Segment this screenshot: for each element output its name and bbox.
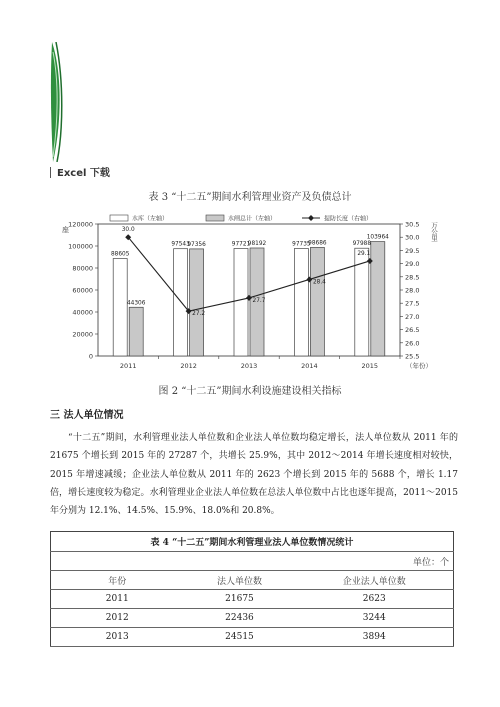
bar-sluice — [371, 242, 385, 356]
bar-data-label: 97543 — [171, 241, 190, 248]
legend-marker — [308, 215, 314, 221]
table-row — [51, 590, 454, 609]
table4-header-enterprise: 企业法人单位数 — [295, 571, 453, 590]
x-axis-unit: （年份） — [406, 362, 432, 370]
table-cell: 22436 — [183, 609, 295, 628]
x-tick-label: 2015 — [361, 362, 379, 370]
table-cell: 2012 — [51, 609, 184, 628]
legend-label: 水闸总计（左轴） — [228, 215, 277, 223]
left-axis-label: 座 — [62, 226, 69, 234]
bar-reservoir — [234, 249, 248, 356]
x-tick-label: 2013 — [240, 362, 258, 370]
left-tick-label: 100000 — [68, 242, 93, 251]
legend-swatch — [206, 215, 224, 221]
right-tick-label: 27.0 — [405, 312, 420, 321]
table3-title: 表 3 “十二五”期间水利管理业资产及负债总计 — [148, 192, 352, 203]
table-cell: 2013 — [51, 628, 184, 647]
legend-label: 水库（左轴） — [132, 215, 169, 223]
bar-data-label: 97988 — [352, 241, 372, 248]
table-cell: 21675 — [183, 590, 295, 609]
left-tick-label: 20000 — [72, 330, 93, 339]
green-leaf-decoration — [50, 42, 64, 162]
right-tick-label: 26.0 — [405, 339, 420, 348]
table4-header-year: 年份 — [51, 571, 184, 590]
line-data-label: 27.7 — [252, 297, 266, 304]
bar-reservoir — [294, 248, 308, 356]
right-tick-label: 29.5 — [405, 246, 420, 255]
bar-data-label: 97356 — [187, 241, 206, 248]
table-row — [51, 609, 454, 628]
table-cell: 2623 — [295, 590, 453, 609]
x-tick-label: 2011 — [119, 362, 137, 370]
bar-sluice — [190, 249, 204, 356]
left-tick-label: 40000 — [72, 308, 93, 317]
table-cell: 3244 — [295, 609, 453, 628]
x-tick-label: 2014 — [301, 362, 318, 370]
bar-data-label: 98686 — [308, 240, 327, 247]
table-cell: 24515 — [183, 628, 295, 647]
bar-sluice — [129, 307, 143, 356]
bar-reservoir — [113, 259, 127, 356]
table4 — [50, 531, 454, 647]
table-row — [51, 628, 454, 647]
right-tick-label: 30.0 — [405, 233, 420, 242]
bar-data-label: 103964 — [366, 234, 389, 241]
line-data-label: 28.4 — [312, 279, 326, 286]
bar-data-label: 97721 — [231, 241, 251, 248]
line-data-label: 27.2 — [192, 311, 206, 318]
right-tick-label: 30.5 — [405, 220, 420, 229]
bar-data-label: 44306 — [126, 300, 146, 307]
body-paragraph: “十二五”期间，水利管理业法人单位数和企业法人单位数均稳定增长，法人单位数从 2011 年的 21675 个增长到 2015 年的 27287 个，共增长 25.9%，其中 2012～2014 年增长速度相对较快，2015 年增速减缓；企业法人单位数从 2011 年的 2623 个增长到 2015 年的 5688 个，增长 1.17 倍，增长速度较为稳定。水利管理业企业法人单位数在总法人单位数中占比也逐年提高，2011～2015 年分别为 12.1%、14.5%、15.9%、18.0%和 20.8%。 — [50, 433, 458, 517]
right-axis-label: 万公里 — [430, 222, 438, 242]
line-data-label: 30.0 — [121, 227, 135, 234]
table4-unit: 单位：个 — [51, 552, 454, 571]
bar-reservoir — [174, 249, 188, 356]
left-tick-label: 120000 — [68, 220, 93, 229]
right-tick-label: 28.0 — [405, 286, 420, 295]
facilities-chart — [54, 212, 444, 377]
x-tick-label: 2012 — [180, 362, 197, 370]
bar-sluice — [310, 247, 324, 356]
table4-caption: 表 4 “十二五”期间水利管理业法人单位数情况统计 — [51, 532, 454, 552]
right-tick-label: 29.0 — [405, 260, 420, 269]
right-tick-label: 26.5 — [405, 326, 420, 335]
left-tick-label: 0 — [88, 352, 93, 361]
left-tick-label: 80000 — [72, 264, 93, 273]
legend-label: 提防长度（右轴） — [324, 215, 373, 223]
excel-download-label: Excel 下载 — [57, 168, 110, 179]
figure2-caption: 图 2 “十二五”期间水利设施建设相关指标 — [158, 386, 342, 397]
table-cell: 2011 — [51, 590, 184, 609]
bar-data-label: 97735 — [292, 241, 311, 248]
legend-swatch — [110, 215, 128, 221]
right-tick-label: 28.5 — [405, 273, 420, 282]
bar-data-label: 98192 — [247, 240, 267, 247]
table-cell: 3894 — [295, 628, 453, 647]
section-title: 三 法人单位情况 — [50, 410, 124, 421]
right-tick-label: 27.5 — [405, 299, 420, 308]
line-data-label: 29.1 — [357, 250, 371, 257]
table4-header-units: 法人单位数 — [183, 571, 295, 590]
excel-download-link[interactable] — [50, 164, 110, 179]
link-divider — [50, 167, 51, 178]
bar-data-label: 88605 — [110, 251, 130, 258]
left-tick-label: 60000 — [72, 286, 93, 295]
right-tick-label: 25.5 — [405, 352, 420, 361]
